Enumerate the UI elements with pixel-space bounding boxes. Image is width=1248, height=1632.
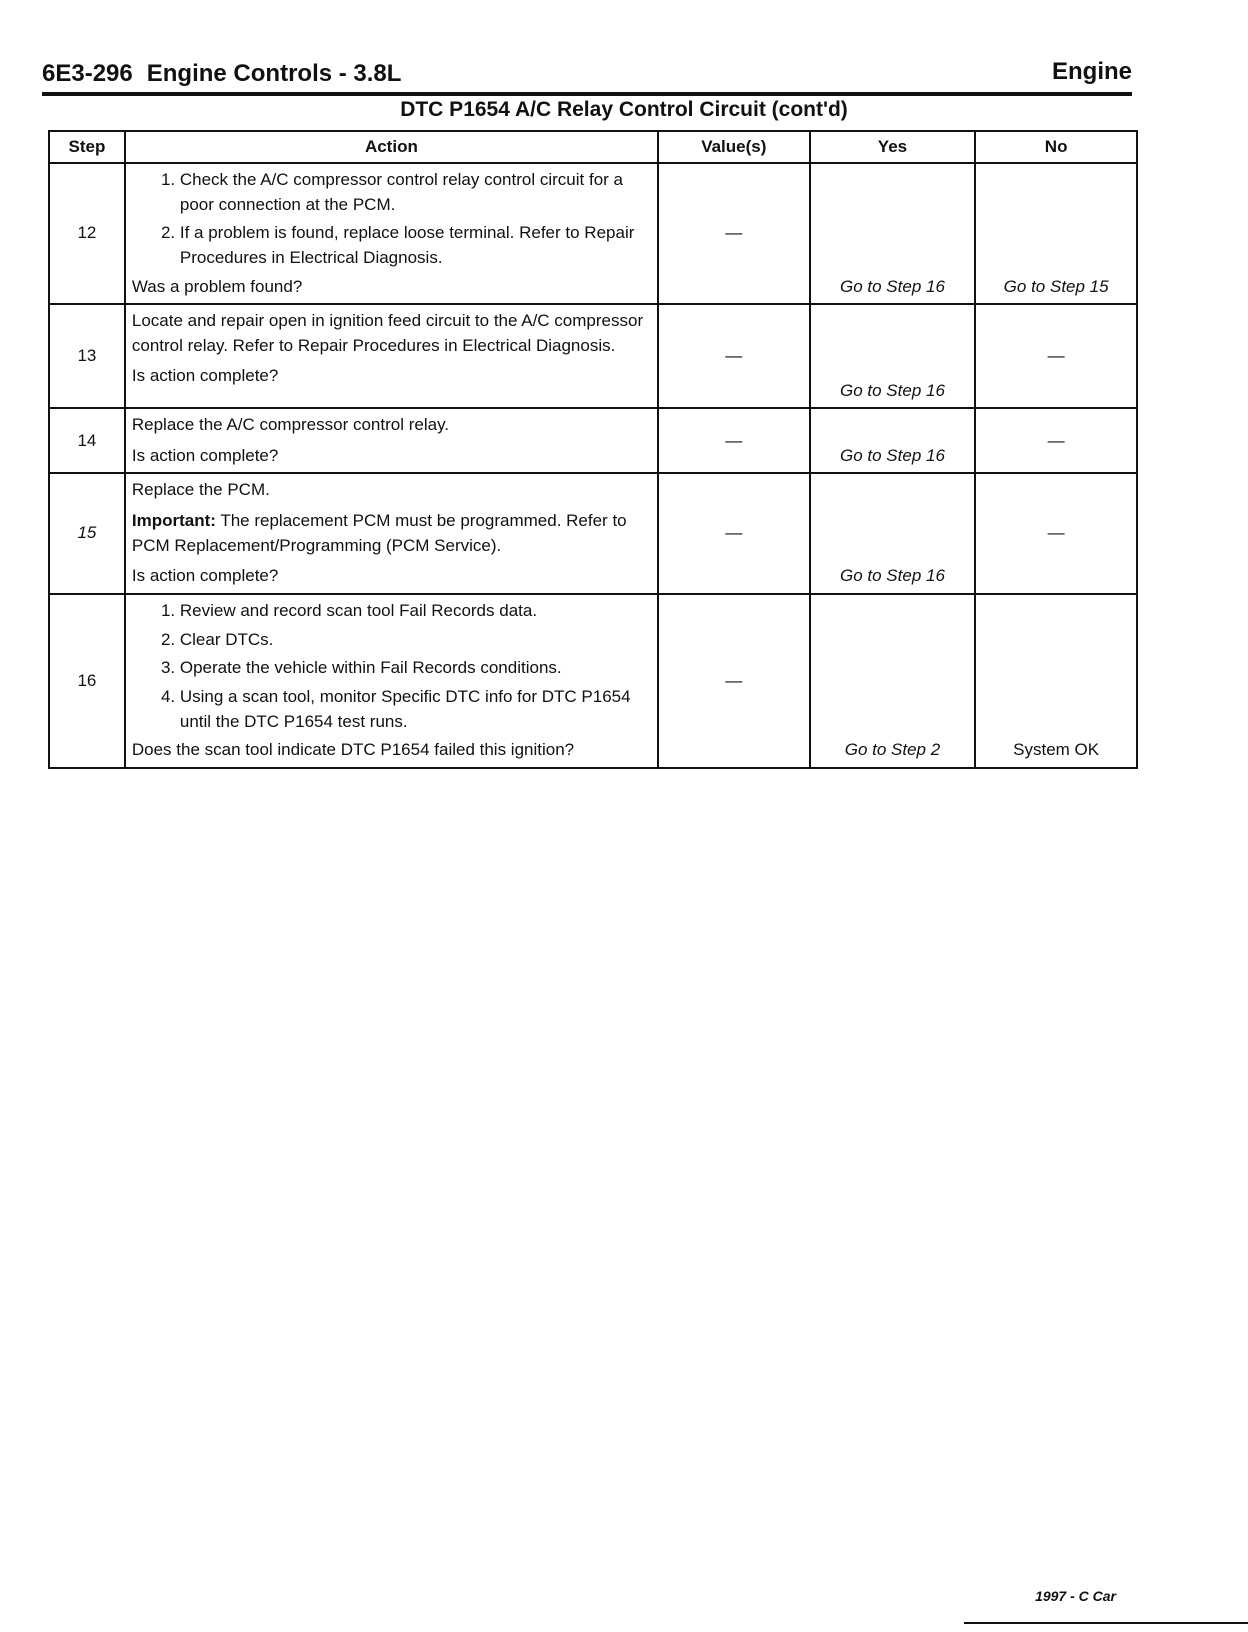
section-title: Engine Controls - 3.8L (146, 60, 402, 87)
page-header (42, 52, 1132, 96)
action-text: Replace the PCM. (131, 480, 270, 500)
page-footer: 1997 - C Car (1035, 1588, 1116, 1604)
column-header-step: Step (49, 131, 125, 163)
table-row (49, 473, 1137, 594)
yes-cell: Go to Step 16 (810, 473, 976, 594)
yes-cell: Go to Step 16 (810, 304, 976, 408)
step-number: 16 (49, 594, 125, 768)
table-row (49, 408, 1137, 473)
column-header-yes: Yes (810, 131, 976, 163)
step-number: 12 (49, 163, 125, 304)
diagnostic-table (48, 130, 1138, 769)
no-cell: — (975, 408, 1137, 473)
action-question: Was a problem found? (131, 276, 303, 296)
yes-cell: Go to Step 16 (810, 163, 976, 304)
no-cell: System OK (975, 594, 1137, 768)
header-right-label: Engine (1051, 58, 1132, 85)
no-cell: Go to Step 15 (975, 163, 1137, 304)
no-cell: — (975, 304, 1137, 408)
table-row (49, 163, 1137, 304)
step-number: 15 (49, 473, 125, 594)
important-text: The replacement PCM must be programmed. Refer to PCM Replacement/Programming (PCM Service). (131, 511, 627, 555)
footer-rule (964, 1622, 1248, 1624)
column-header-action: Action (125, 131, 658, 163)
list-item: 1. Check the A/C compressor control relay control circuit for a poor connection at the PCM. (180, 168, 651, 217)
action-text: Locate and repair open in ignition feed circuit to the A/C compressor control relay. Refer to Repair Procedures in Electrical Diagnosis. (131, 311, 644, 355)
column-header-values: Value(s) (658, 131, 810, 163)
list-item: 4. Using a scan tool, monitor Specific DTC info for DTC P1654 until the DTC P1654 test runs. (180, 685, 651, 734)
action-text: Replace the A/C compressor control relay. (131, 415, 450, 435)
table-row (49, 304, 1137, 408)
yes-cell: Go to Step 2 (810, 594, 976, 768)
important-label: Important: (131, 511, 216, 531)
table-row (49, 594, 1137, 768)
action-cell (125, 304, 658, 408)
yes-cell: Go to Step 16 (810, 408, 976, 473)
value-cell: — (658, 594, 810, 768)
action-question: Is action complete? (131, 366, 279, 386)
action-question: Is action complete? (131, 445, 279, 465)
value-cell: — (658, 473, 810, 594)
list-item: 2. If a problem is found, replace loose terminal. Refer to Repair Procedures in Electrical Diagnosis. (180, 221, 651, 270)
action-cell (125, 408, 658, 473)
action-list (132, 599, 651, 734)
step-number: 13 (49, 304, 125, 408)
action-question: Does the scan tool indicate DTC P1654 failed this ignition? (131, 740, 575, 760)
action-question: Is action complete? (131, 566, 279, 586)
list-item: 3. Operate the vehicle within Fail Records conditions. (180, 656, 651, 681)
list-item: 1. Review and record scan tool Fail Records data. (180, 599, 651, 624)
column-header-no: No (975, 131, 1137, 163)
action-cell (125, 163, 658, 304)
value-cell: — (658, 304, 810, 408)
no-cell: — (975, 473, 1137, 594)
page-code: 6E3-296 (42, 60, 133, 87)
step-number: 14 (49, 408, 125, 473)
action-list (132, 168, 651, 271)
important-note (132, 509, 651, 558)
action-cell (125, 473, 658, 594)
action-cell (125, 594, 658, 768)
value-cell: — (658, 408, 810, 473)
value-cell: — (658, 163, 810, 304)
document-title: DTC P1654 A/C Relay Control Circuit (cont'd) (400, 98, 848, 121)
header-left (42, 60, 401, 88)
list-item: 2. Clear DTCs. (180, 628, 651, 653)
table-header-row (49, 131, 1137, 163)
